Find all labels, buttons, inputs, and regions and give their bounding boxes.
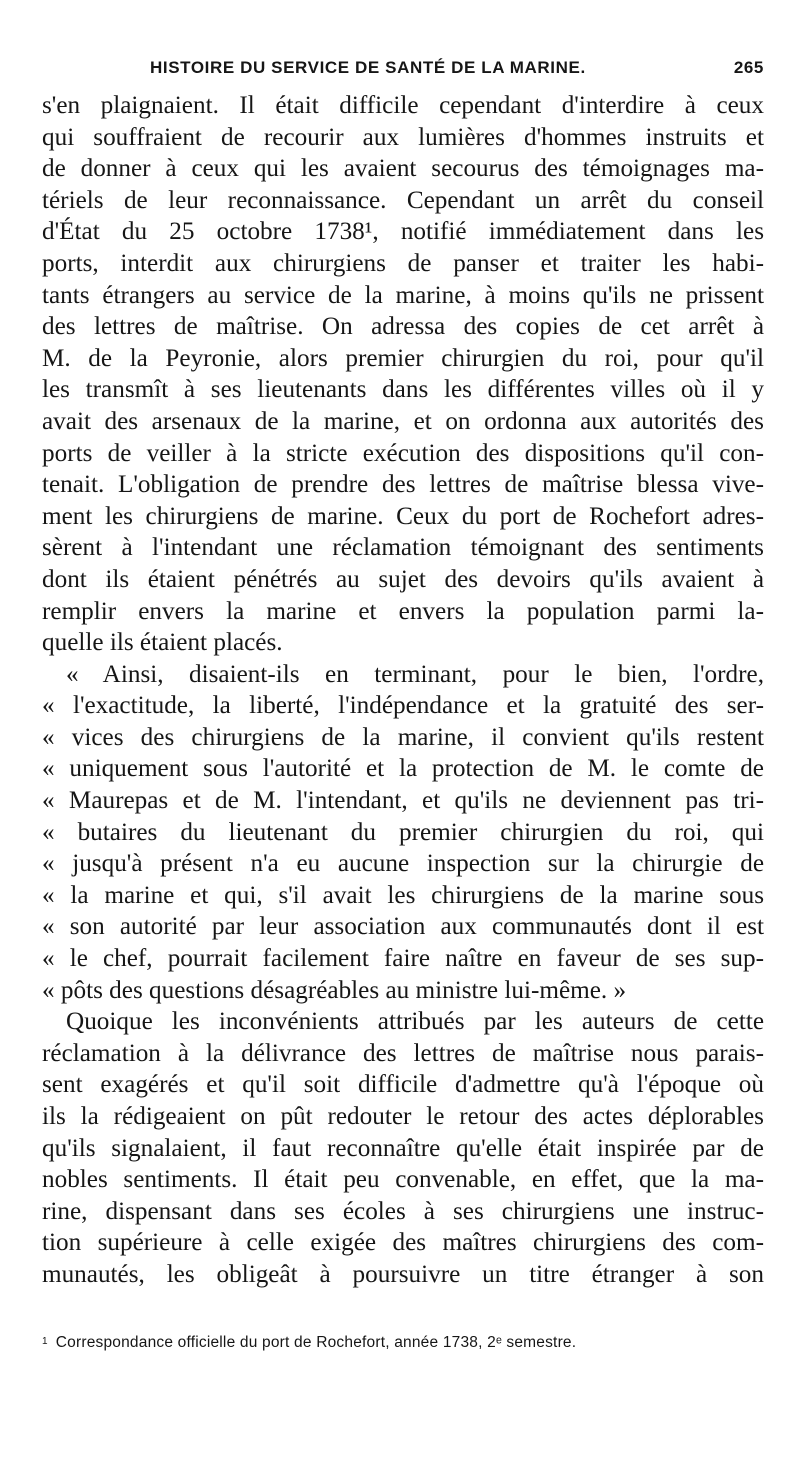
quote-line: « butaires du lieutenant du premier chirurgien du roi, qui <box>42 818 764 846</box>
quote-line: « son autorité par leur association aux communautés dont il est <box>42 913 764 941</box>
text-line: ports de veiller à la stricte exécution des dispositions qu'il con- <box>42 439 764 467</box>
text-line: ports, interdit aux chirurgiens de panser et traiter les habi- <box>42 249 764 277</box>
page <box>42 58 764 1291</box>
footnote <box>42 1334 576 1352</box>
page-number: 265 <box>733 58 764 77</box>
text-line: tenait. L'obligation de prendre des lettres de maîtrise blessa vive- <box>42 471 764 499</box>
text-line: remplir envers la marine et envers la population parmi la- <box>42 597 764 625</box>
quote-line: « uniquement sous l'autorité et la protection de M. le comte de <box>42 755 764 783</box>
text-line: des lettres de maîtrise. On adressa des copies de cet arrêt à <box>42 313 764 341</box>
text-line: tériels de leur reconnaissance. Cependant un arrêt du conseil <box>42 186 764 214</box>
body-text <box>42 90 764 1291</box>
footnote-mark: 1 <box>42 1336 48 1347</box>
text-line: les transmît à ses lieutenants dans les différentes villes où il y <box>42 376 764 404</box>
text-line: d'État du 25 octobre 1738¹, notifié immédiatement dans les <box>42 218 764 246</box>
quote-line: « Ainsi, disaient-ils en terminant, pour le bien, l'ordre, <box>66 660 764 688</box>
text-line: qui souffraient de recourir aux lumières d'hommes instruits et <box>42 123 764 151</box>
quote-line: « le chef, pourrait facilement faire naître en faveur de ses sup- <box>42 945 764 973</box>
quote-line: « l'exactitude, la liberté, l'indépendance et la gratuité des ser- <box>42 692 764 720</box>
text-line: tants étrangers au service de la marine, à moins qu'ils ne prissent <box>42 281 764 309</box>
text-line: sèrent à l'intendant une réclamation témoignant des sentiments <box>42 534 764 562</box>
quote-line: « vices des chirurgiens de la marine, il convient qu'ils restent <box>42 723 764 751</box>
text-line: réclamation à la délivrance des lettres de maîtrise nous parais- <box>42 1039 764 1067</box>
text-line: Quoique les inconvénients attribués par les auteurs de cette <box>66 1008 764 1036</box>
text-line: tion supérieure à celle exigée des maîtres chirurgiens des com- <box>42 1229 764 1257</box>
text-line: munautés, les obligeât à poursuivre un titre étranger à son <box>42 1260 764 1288</box>
text-line: quelle ils étaient placés. <box>42 629 283 657</box>
text-line: rine, dispensant dans ses écoles à ses chirurgiens une instruc- <box>42 1197 764 1225</box>
quote-line: « pôts des questions désagréables au ministre lui-même. » <box>42 976 627 1004</box>
text-line: M. de la Peyronie, alors premier chirurgien du roi, pour qu'il <box>42 344 764 372</box>
text-line: sent exagérés et qu'il soit difficile d'admettre qu'à l'époque où <box>42 1071 764 1099</box>
quote-line: « la marine et qui, s'il avait les chirurgiens de la marine sous <box>42 881 764 909</box>
text-line: ils la rédigeaient on pût redouter le retour des actes déplorables <box>42 1103 764 1130</box>
text-line: s'en plaignaient. Il était difficile cependant d'interdire à ceux <box>42 92 764 119</box>
footnote-text: Correspondance officielle du port de Rochefort, année 1738, 2ᵉ semestre. <box>55 1334 577 1351</box>
running-header <box>42 58 764 84</box>
text-line: nobles sentiments. Il était peu convenable, en effet, que la ma- <box>42 1166 764 1194</box>
quote-line: « jusqu'à présent n'a eu aucune inspection sur la chirurgie de <box>42 850 764 878</box>
text-line: avait des arsenaux de la marine, et on ordonna aux autorités des <box>42 407 764 435</box>
text-line: ment les chirurgiens de marine. Ceux du port de Rochefort adres- <box>42 502 764 530</box>
quote-line: « Maurepas et de M. l'intendant, et qu'ils ne deviennent pas tri- <box>42 787 764 815</box>
text-line: de donner à ceux qui les avaient secourus des témoignages ma- <box>42 155 764 183</box>
text-line: qu'ils signalaient, il faut reconnaître qu'elle était inspirée par de <box>42 1134 764 1162</box>
running-title: HISTOIRE DU SERVICE DE SANTÉ DE LA MARINE. <box>150 58 586 77</box>
text-line: dont ils étaient pénétrés au sujet des devoirs qu'ils avaient à <box>42 565 764 593</box>
